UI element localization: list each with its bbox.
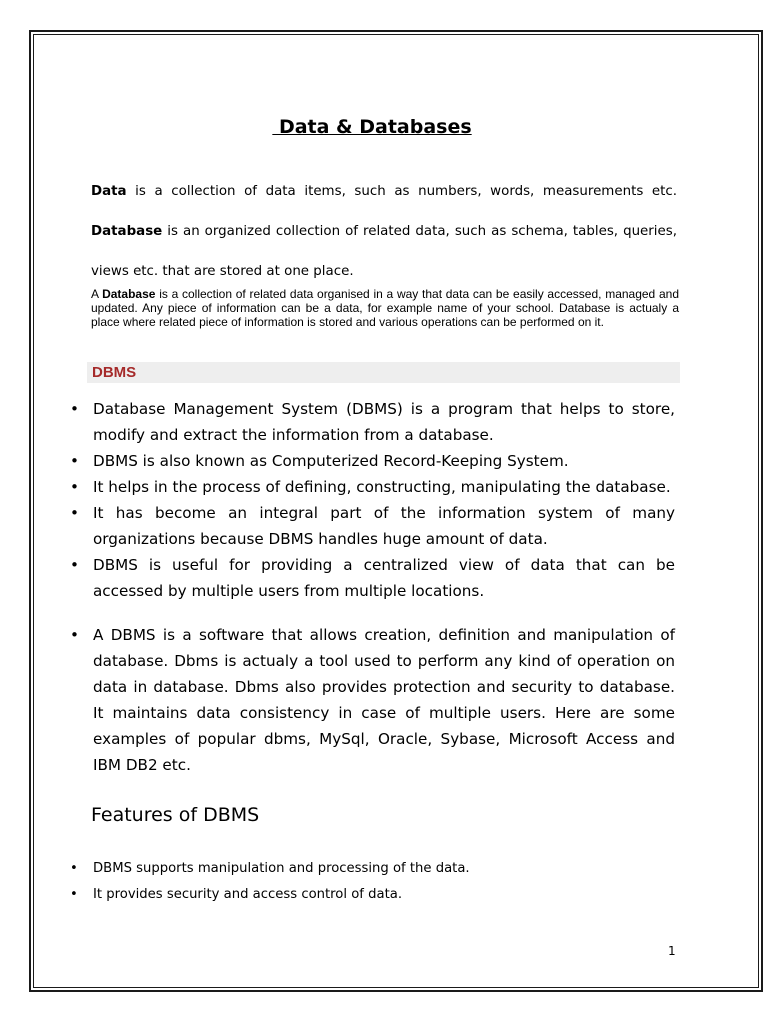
list-item-text: DBMS is also known as Computerized Record-Keeping System. — [93, 452, 569, 470]
database-paragraph — [91, 287, 679, 329]
list-item — [0, 448, 675, 474]
list-item-text: DBMS supports manipulation and processing of the data. — [93, 861, 470, 876]
page-number: 1 — [668, 944, 676, 958]
bullet-icon: • — [70, 861, 78, 876]
list-item — [0, 500, 675, 552]
database-paragraph-text: is a collection of related data organised in a way that data can be easily accessed, managed and updated. Any piece of information can be a data, for example name of your school. Database is actualy a place where related piece of information is stored and various operations can be performed on it. — [91, 287, 679, 329]
dbms-heading: DBMS — [92, 364, 137, 381]
database-term: Database — [91, 224, 163, 239]
bullet-icon: • — [70, 504, 79, 522]
list-item-text: A DBMS is a software that allows creation, definition and manipulation of database. Dbms is actualy a tool used to perform any kind of operation on data in database. Dbms also provides protection and security to database. It maintains data consistency in case of multiple users. Here are some examples of popular dbms, MySql, Oracle, Sybase, Microsoft Access and IBM DB2 etc. — [93, 626, 675, 774]
data-definition-text: is a collection of data items, such as numbers, words, measurements etc. — [126, 184, 677, 199]
database-definition-line2: views etc. that are stored at one place. — [91, 264, 354, 279]
list-item-text: It helps in the process of defining, constructing, manipulating the database. — [93, 478, 671, 496]
dbms-section-bar — [87, 362, 680, 383]
bullet-icon: • — [70, 887, 78, 902]
list-item — [0, 552, 675, 604]
dbms-bullet-list — [0, 396, 768, 778]
bullet-icon: • — [70, 452, 79, 470]
bullet-icon: • — [70, 556, 79, 574]
bullet-icon: • — [70, 478, 79, 496]
list-item-text: Database Management System (DBMS) is a program that helps to store, modify and extract the information from a database. — [93, 400, 675, 444]
list-item-text: It has become an integral part of the information system of many organizations because DBMS handles huge amount of data. — [93, 504, 675, 548]
document-title: Data & Databases — [272, 116, 472, 138]
list-item-text: DBMS is useful for providing a centralized view of data that can be accessed by multiple users from multiple locations. — [93, 556, 675, 600]
database-definition-text: is an organized collection of related data, such as schema, tables, queries, — [162, 224, 677, 239]
list-item-text: It provides security and access control of data. — [93, 887, 403, 902]
database-paragraph-prefix: A — [91, 287, 103, 301]
database-paragraph-term: Database — [102, 287, 156, 301]
list-item — [0, 856, 675, 882]
features-bullet-list — [0, 856, 768, 908]
list-item — [0, 882, 675, 908]
features-heading: Features of DBMS — [91, 804, 260, 826]
data-definition — [91, 184, 677, 199]
list-item — [0, 474, 675, 500]
list-item — [0, 622, 675, 778]
list-item — [0, 396, 675, 448]
data-term: Data — [91, 184, 127, 199]
bullet-icon: • — [70, 626, 79, 644]
bullet-icon: • — [70, 400, 79, 418]
database-definition — [91, 224, 677, 239]
